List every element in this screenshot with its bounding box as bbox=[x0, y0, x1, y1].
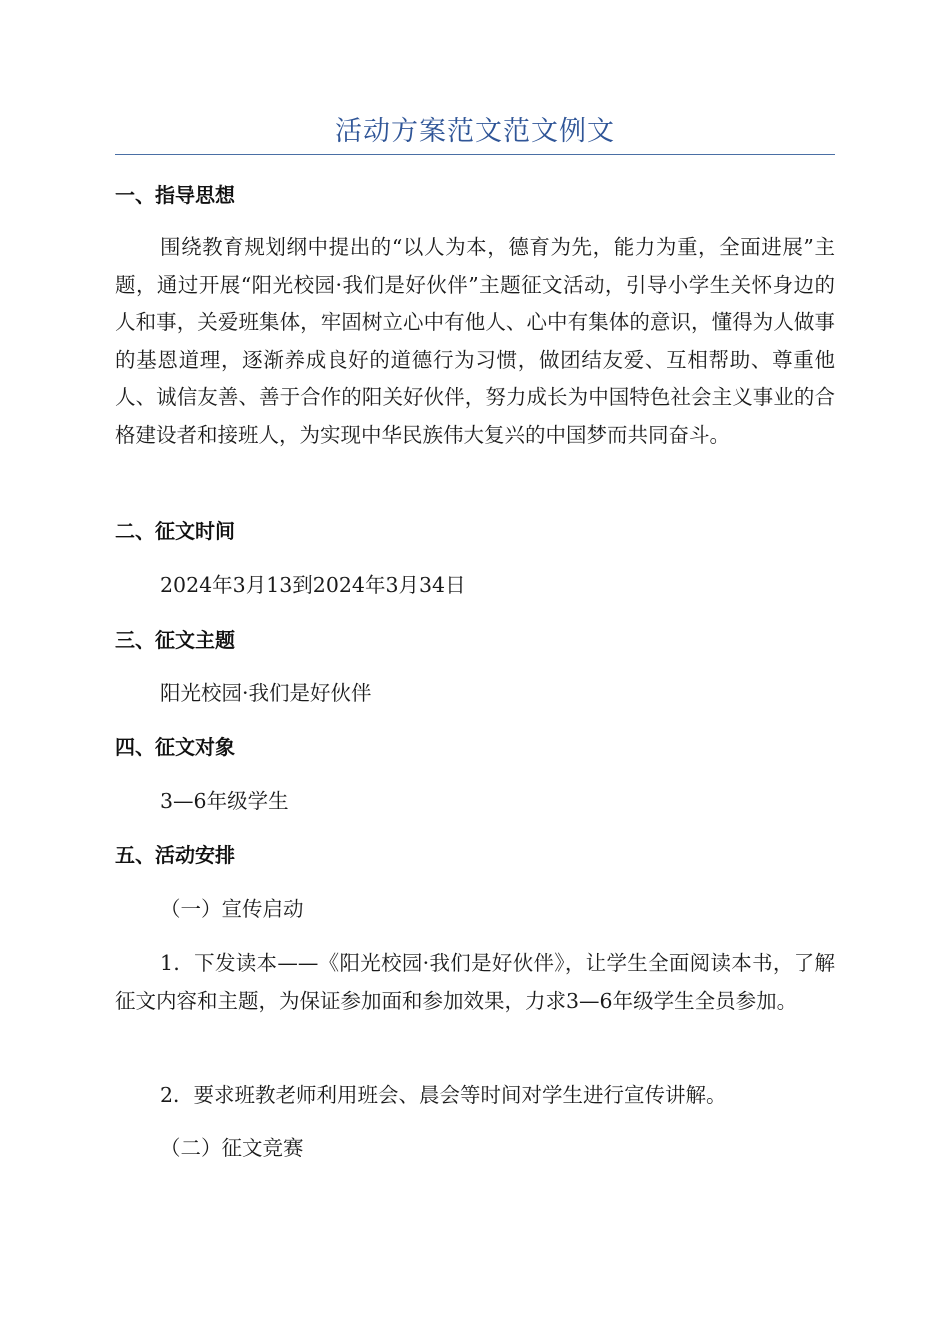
section-body-essay-target: 3—6年级学生 bbox=[160, 789, 289, 813]
section-heading-essay-theme: 三、征文主题 bbox=[115, 628, 235, 652]
section-body-essay-theme: 阳光校园·我们是好伙伴 bbox=[160, 681, 372, 705]
section-heading-activity-plan: 五、活动安排 bbox=[115, 843, 235, 867]
document-title: 活动方案范文范文例文 bbox=[335, 116, 615, 147]
list-item-1: 1．下发读本——《阳光校园·我们是好伙伴》，让学生全面阅读本书，了解征文内容和主题，为保证参加面和参加效果，力求3—6年级学生全员参加。 bbox=[115, 951, 835, 1013]
section-heading-guiding-ideology: 一、指导思想 bbox=[115, 183, 235, 207]
section-heading-essay-target: 四、征文对象 bbox=[115, 735, 235, 759]
subsection-heading-publicity: （一）宣传启动 bbox=[160, 897, 304, 921]
section-heading-essay-time: 二、征文时间 bbox=[115, 519, 235, 543]
list-item-2: 2．要求班教老师利用班会、晨会等时间对学生进行宣传讲解。 bbox=[160, 1083, 727, 1107]
section-body-essay-time: 2024年3月13到2024年3月34日 bbox=[160, 573, 466, 597]
subsection-heading-essay-competition: （二）征文竞赛 bbox=[160, 1136, 304, 1160]
title-divider bbox=[115, 154, 835, 155]
section-body-guiding-ideology: 围绕教育规划纲中提出的“以人为本，德育为先，能力为重，全面进展”主题，通过开展“阳光校园·我们是好伙伴”主题征文活动，引导小学生关怀身边的人和事，关爱班集体，牢固树立心中有他人、心中有集体的意识，懂得为人做事的基恩道理，逐渐养成良好的道德行为习惯，做团结友爱、互相帮助、尊重他人、诚信友善、善于合作的阳关好伙伴，努力成长为中国特色社会主义事业的合格建设者和接班人，为实现中华民族伟大复兴的中国梦而共同奋斗。 bbox=[115, 235, 835, 447]
